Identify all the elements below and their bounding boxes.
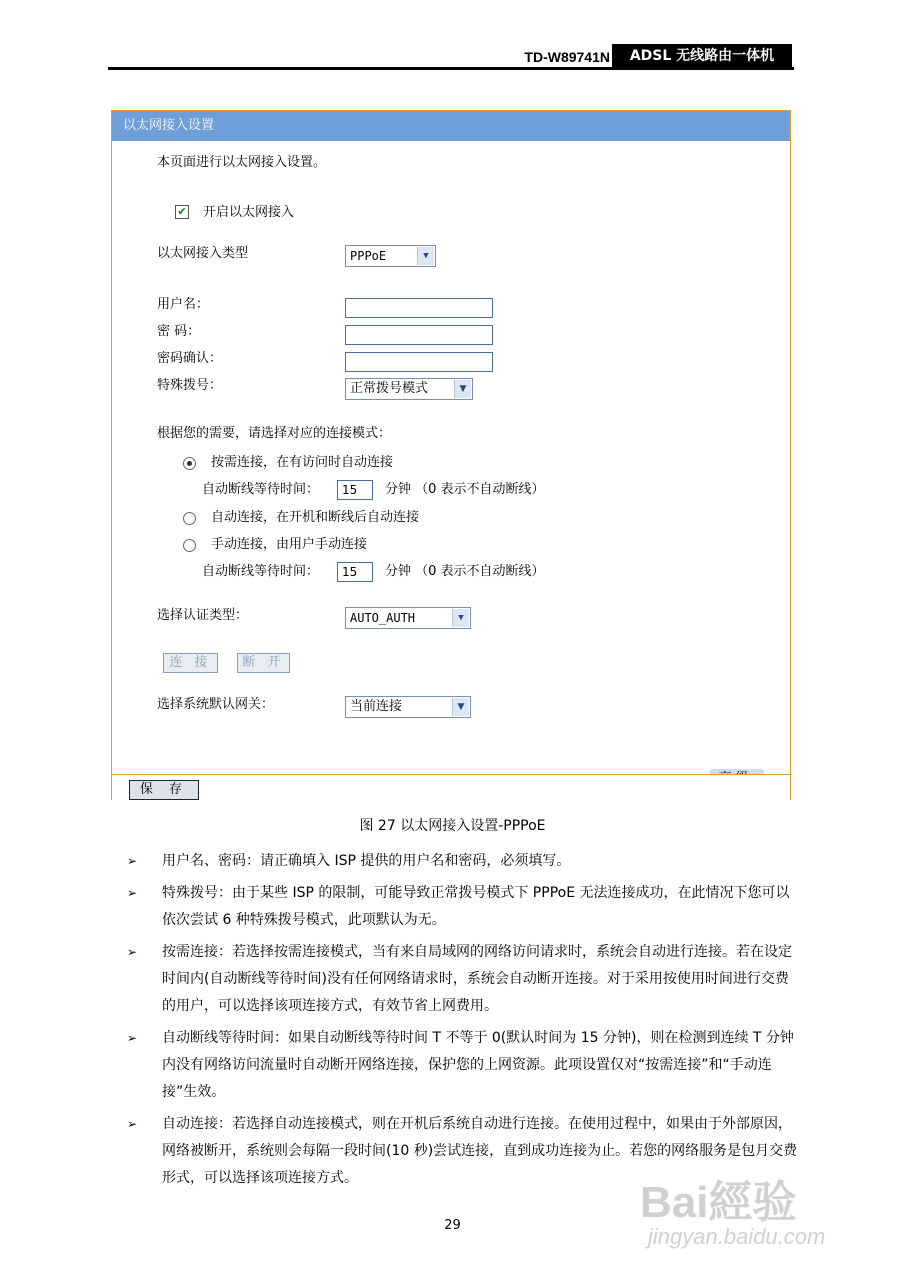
chevron-down-icon: ▼ (417, 247, 434, 265)
chevron-down-icon: ▼ (454, 380, 471, 398)
wait-label-1: 自动断线等待时间： (202, 482, 320, 497)
confirm-password-input[interactable] (345, 352, 493, 372)
wait-unit-1: 分钟 （0 表示不自动断线） (385, 482, 545, 497)
arrow-bullet-icon: ➢ (127, 854, 138, 868)
password-input[interactable] (345, 325, 493, 345)
type-value: PPPoE (350, 249, 387, 263)
type-label: 以太网接入类型 (157, 246, 249, 261)
auth-value: AUTO_AUTH (350, 611, 416, 625)
wait-label-2: 自动断线等待时间： (202, 564, 320, 579)
connect-button[interactable]: 连 接 (163, 653, 218, 673)
arrow-bullet-icon: ➢ (127, 1117, 138, 1131)
panel-body (112, 141, 790, 774)
radio-manual[interactable] (183, 539, 196, 552)
username-input[interactable] (345, 298, 493, 318)
gateway-select[interactable] (345, 696, 471, 718)
wait-time-input-1[interactable]: 15 (337, 480, 373, 500)
list-item-text: 自动断线等待时间：如果自动断线等待时间 T 不等于 0(默认时间为 15 分钟)，则在检测到连续 T 分钟内没有网络访问流量时自动断开网络连接，保护您的上网资源。此项设置仅对“按需连接”和“手动连接”生效。 (162, 1030, 794, 1100)
intro-text: 本页面进行以太网接入设置。 (157, 155, 327, 170)
page-number: 29 (444, 1218, 461, 1233)
list-item (127, 939, 799, 1020)
chevron-down-icon: ▼ (452, 698, 469, 716)
list-item-text: 按需连接：若选择按需连接模式，当有来自局域网的网络访问请求时，系统会自动进行连接。若在设定时间内(自动断线等待时间)没有任何网络请求时，系统会自动断开连接。对于采用按使用时间进行交费的用户，可以选择该项连接方式，有效节省上网费用。 (162, 944, 792, 1014)
type-select[interactable] (345, 245, 436, 267)
special-dial-select[interactable] (345, 378, 473, 400)
arrow-bullet-icon: ➢ (127, 945, 138, 959)
header-model: TD-W89741N (524, 49, 610, 65)
enable-label: 开启以太网接入 (203, 205, 295, 220)
password-label: 密 码： (157, 324, 201, 339)
mode-auto-label: 自动连接，在开机和断线后自动连接 (211, 510, 420, 525)
radio-auto[interactable] (183, 512, 196, 525)
header-product: ADSL 无线路由一体机 (612, 44, 792, 68)
gateway-value: 当前连接 (350, 699, 403, 714)
special-label: 特殊拨号： (157, 378, 223, 393)
figure-caption: 图 27 以太网接入设置-PPPoE (359, 818, 546, 834)
enable-checkbox[interactable]: ✔ (175, 205, 189, 219)
list-item-text: 用户名、密码：请正确填入 ISP 提供的用户名和密码，必须填写。 (162, 853, 571, 869)
save-bar (112, 774, 790, 801)
header-rule (108, 67, 794, 70)
radio-on-demand[interactable] (183, 457, 196, 470)
username-label: 用户名： (157, 297, 210, 312)
radio-dot (187, 461, 192, 466)
arrow-bullet-icon: ➢ (127, 886, 138, 900)
auth-label: 选择认证类型： (157, 608, 249, 623)
watermark-brand: Bai經验 (640, 1178, 797, 1227)
mode-prompt: 根据您的需要，请选择对应的连接模式： (157, 426, 392, 441)
list-item-text: 特殊拨号：由于某些 ISP 的限制，可能导致正常拨号模式下 PPPoE 无法连接成功，在此情况下您可以依次尝试 6 种特殊拨号模式，此项默认为无。 (162, 885, 790, 928)
baidu-watermark (640, 1148, 880, 1276)
list-item (127, 880, 799, 934)
list-item (127, 848, 799, 875)
wait-time-input-2[interactable]: 15 (337, 562, 373, 582)
special-value: 正常拨号模式 (350, 381, 429, 396)
confirm-label: 密码确认： (157, 351, 223, 366)
watermark-url: jingyan.baidu.com (648, 1224, 826, 1249)
ethernet-settings-panel (111, 110, 791, 800)
bullet-list (127, 848, 799, 1197)
wait-unit-2: 分钟 （0 表示不自动断线） (385, 564, 545, 579)
auth-select[interactable] (345, 607, 471, 629)
panel-title: 以太网接入设置 (112, 111, 790, 141)
list-item-text: 自动连接：若选择自动连接模式，则在开机后系统自动进行连接。在使用过程中，如果由于外部原因，网络被断开，系统则会每隔一段时间(10 秒)尝试连接，直到成功连接为止。若您的网络服务是包月交费形式，可以选择该项连接方式。 (162, 1116, 798, 1186)
disconnect-button[interactable]: 断 开 (237, 653, 290, 673)
gateway-label: 选择系统默认网关： (157, 697, 275, 712)
chevron-down-icon: ▼ (452, 609, 469, 627)
mode-on-demand-label: 按需连接，在有访问时自动连接 (211, 455, 394, 470)
arrow-bullet-icon: ➢ (127, 1031, 138, 1045)
save-button[interactable]: 保 存 (129, 780, 199, 800)
mode-manual-label: 手动连接，由用户手动连接 (211, 537, 368, 552)
list-item (127, 1025, 799, 1106)
